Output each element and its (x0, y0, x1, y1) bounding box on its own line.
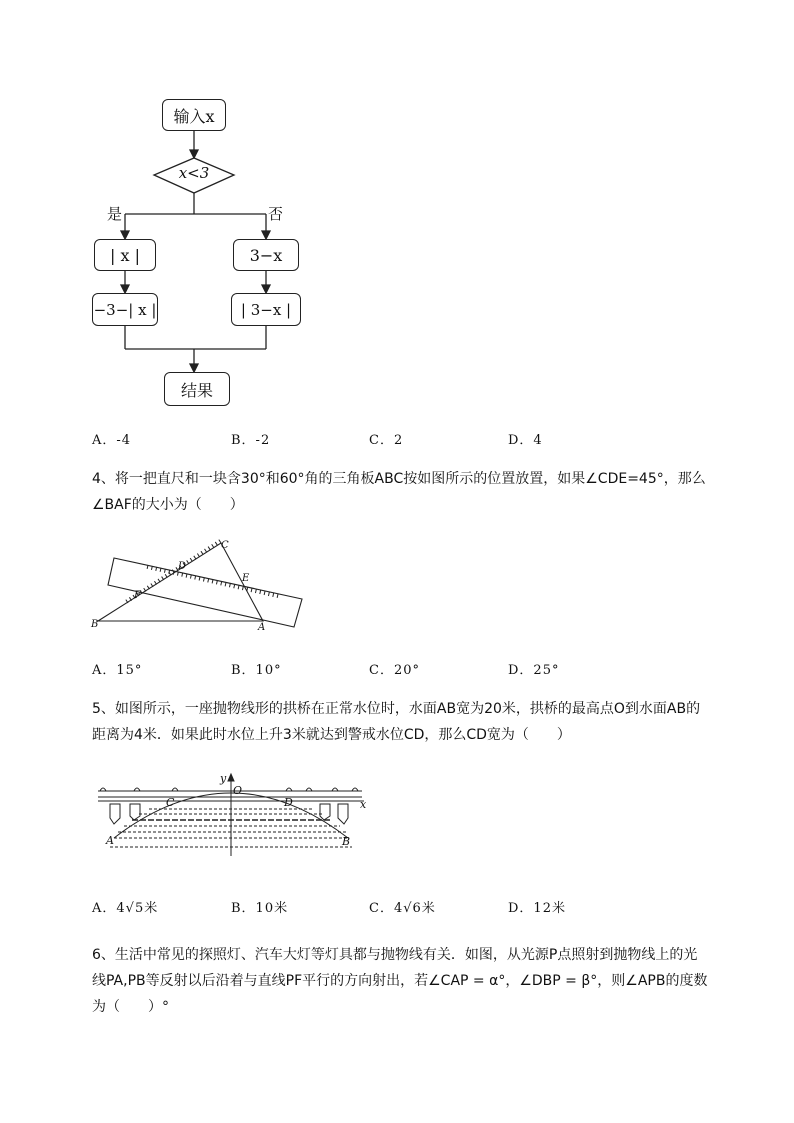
ruler-tick (187, 560, 189, 563)
ruler-tick (215, 542, 217, 545)
q5-figure (94, 772, 374, 862)
q4-option-c[interactable]: C．20° (369, 663, 420, 678)
abs-x-box (94, 239, 156, 271)
input-box (162, 99, 226, 131)
label-d5: D (284, 796, 293, 809)
q4-option-b[interactable]: B．10° (231, 663, 282, 678)
q6-line-3: 为（ ）° (92, 999, 169, 1015)
q5-stem (92, 696, 742, 748)
ruler-tick (205, 549, 207, 552)
label-o: O (233, 784, 243, 797)
q3-option-c[interactable]: C．2 (369, 433, 404, 448)
ruler-tick (201, 551, 203, 554)
ruler-tick (190, 558, 192, 561)
result-label: 结果 (180, 380, 213, 400)
label-b5: B (342, 835, 351, 848)
q6-line-1: 6、生活中常见的探照灯、汽车大灯等灯具都与抛物线有关．如图，从光源P点照射到抛物线上的光 (92, 947, 698, 963)
neg-three-minus-abs-label: −3−| x | (93, 300, 157, 319)
q4-figure (88, 535, 318, 635)
q3-option-d[interactable]: D．4 (508, 433, 543, 448)
q5-option-a[interactable]: A．4√5米 (92, 901, 159, 916)
neg-three-minus-abs-box (92, 293, 158, 326)
input-label: 输入x (173, 106, 215, 126)
q5-line-1: 5、如图所示，一座抛物线形的拱桥在正常水位时，水面AB宽为20米，拱桥的最高点O到水面AB的 (92, 701, 701, 717)
q4-option-a[interactable]: A．15° (92, 663, 143, 678)
three-minus-x-label: 3−x (249, 245, 283, 265)
result-box (164, 372, 230, 406)
q4-option-d[interactable]: D．25° (508, 663, 560, 678)
label-a: A (258, 622, 266, 633)
label-a5: A (106, 834, 114, 847)
three-minus-x-box (233, 239, 299, 271)
ruler-tick (197, 553, 199, 556)
label-d: D (178, 561, 187, 572)
label-c: C (221, 540, 229, 551)
ruler-tick (194, 556, 196, 559)
q5-line-2: 距离为4米．如果此时水位上升3米就达到警戒水位CD，那么CD宽为（ ） (92, 727, 571, 743)
q5-option-c[interactable]: C．4√6米 (369, 901, 436, 916)
no-label: 否 (268, 205, 284, 223)
q6-line-2: 线PA,PB等反射以后沿着与直线PF平行的方向射出，若∠CAP = α°，∠DBP = β°，则∠APB的度数 (92, 973, 708, 989)
q5-option-b[interactable]: B．10米 (231, 901, 289, 916)
abs-three-minus-x-box (231, 293, 301, 326)
q3-option-b[interactable]: B．-2 (231, 433, 271, 448)
label-y: y (220, 772, 227, 785)
ruler-tick (212, 544, 214, 547)
abs-x-label: | x | (110, 245, 140, 265)
q6-stem (92, 942, 742, 1020)
label-b: B (91, 619, 99, 630)
q4-line-2: ∠BAF的大小为（ ） (92, 497, 244, 513)
ruler-tick (208, 547, 210, 550)
q4-line-1: 4、将一把直尺和一块含30°和60°角的三角板ABC按如图所示的位置放置，如果∠CDE=45°，那么 (92, 471, 706, 487)
label-f: F (134, 590, 141, 601)
abs-three-minus-x-label: | 3−x | (240, 300, 292, 319)
condition-label: x<3 (178, 164, 210, 182)
label-c5: C (166, 796, 175, 809)
label-x: x (360, 798, 367, 811)
yes-label: 是 (107, 205, 123, 223)
label-e: E (242, 573, 250, 584)
q3-option-a[interactable]: A．-4 (92, 433, 132, 448)
q5-option-d[interactable]: D．12米 (508, 901, 566, 916)
q4-stem (92, 466, 742, 518)
